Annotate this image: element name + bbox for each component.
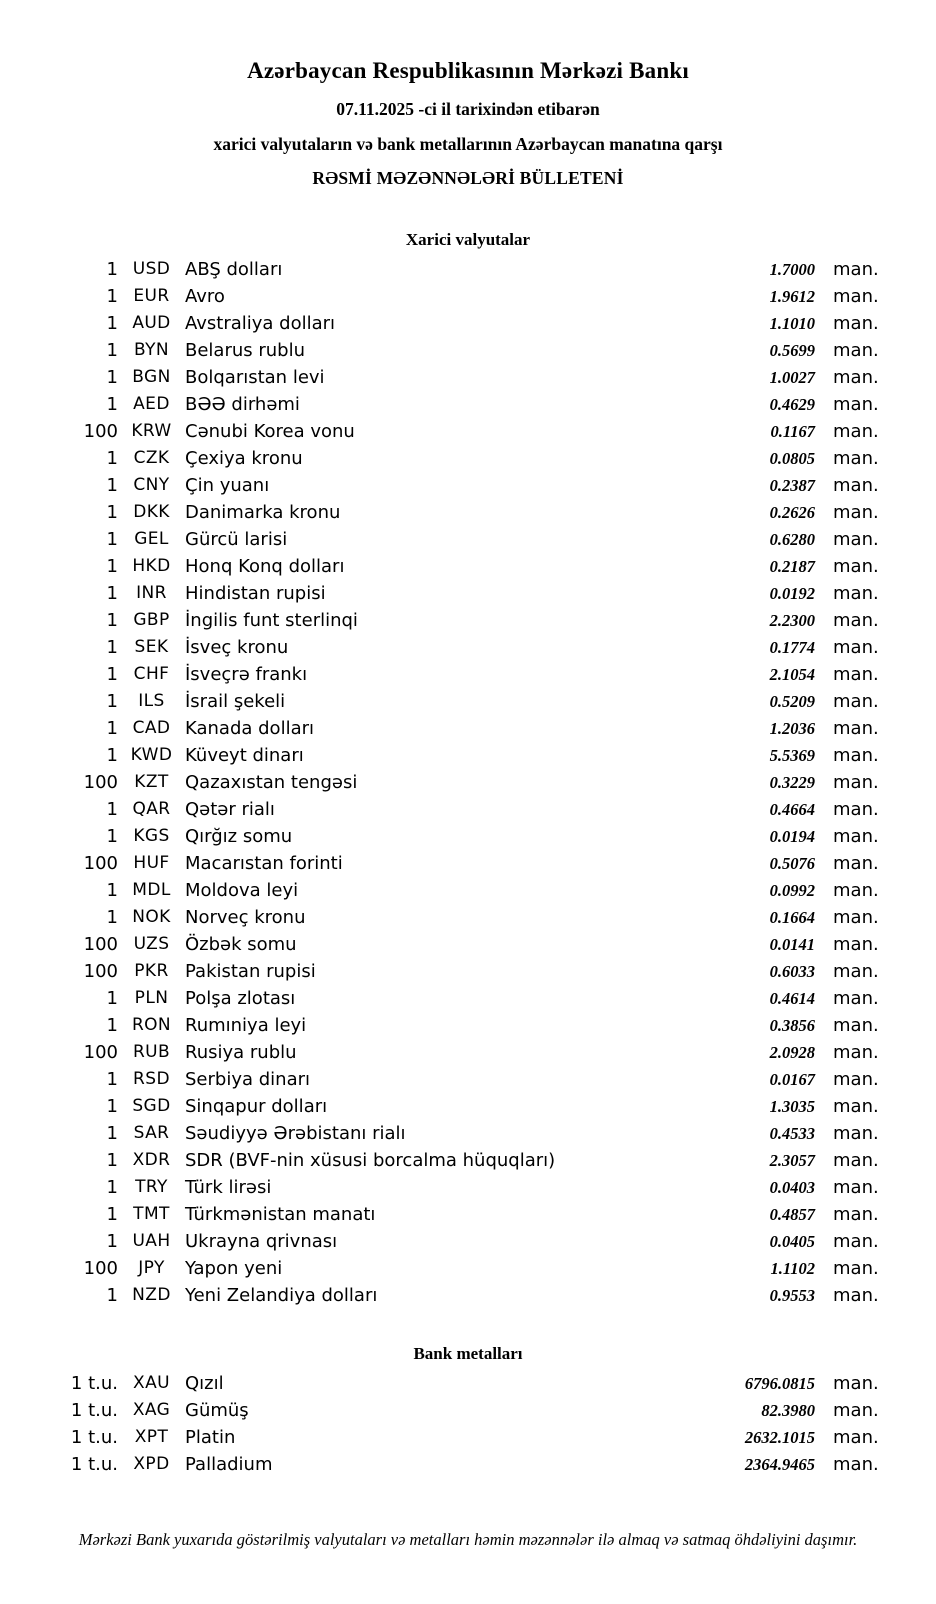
unit-label: man.	[833, 1400, 879, 1421]
currency-code: USD	[132, 259, 171, 279]
unit-label: man.	[833, 718, 879, 739]
currency-code: PKR	[134, 961, 169, 981]
quantity-value: 1	[106, 1285, 118, 1306]
unit-label: man.	[833, 880, 879, 901]
quantity-value: 1	[106, 691, 118, 712]
quantity-value: 1	[106, 394, 118, 415]
quantity-value: 1	[106, 610, 118, 631]
currency-code: AUD	[132, 313, 171, 333]
unit-label: man.	[833, 826, 879, 847]
currency-name: Gümüş	[185, 1400, 249, 1421]
quantity-value: 1	[106, 286, 118, 307]
bulletin-title: RƏSMİ MƏZƏNNƏLƏRİ BÜLLETENİ	[312, 168, 624, 188]
currency-code: PLN	[134, 988, 169, 1008]
foreign-currencies-section	[0, 229, 936, 1309]
rate-row	[0, 1039, 936, 1066]
unit-label: man.	[833, 772, 879, 793]
rate-row	[0, 472, 936, 499]
unit-label: man.	[833, 1069, 879, 1090]
currencies-heading: Xarici valyutalar	[405, 230, 531, 249]
unit-label: man.	[833, 421, 879, 442]
unit-label: man.	[833, 799, 879, 820]
quantity-value: 100	[83, 421, 118, 442]
currency-code: CZK	[133, 448, 170, 468]
quantity-value: 1 t.u.	[70, 1400, 118, 1421]
rate-row	[0, 1451, 936, 1478]
rate-value: 1.1010	[769, 314, 815, 333]
rate-value: 0.0167	[769, 1070, 815, 1089]
currency-name: İsveçrə frankı	[185, 664, 308, 685]
rate-value: 0.0992	[769, 881, 815, 900]
currency-code: HUF	[133, 853, 170, 873]
unit-label: man.	[833, 637, 879, 658]
currency-name: Qızıl	[185, 1373, 224, 1394]
rate-value: 2.2300	[769, 611, 815, 630]
unit-label: man.	[833, 1150, 879, 1171]
quantity-value: 1	[106, 367, 118, 388]
metal-rate-list	[0, 1370, 936, 1478]
currency-code: UAH	[132, 1231, 171, 1251]
currency-code: CAD	[132, 718, 171, 738]
rate-row	[0, 769, 936, 796]
quantity-value: 1 t.u.	[70, 1427, 118, 1448]
currency-name: Cənubi Korea vonu	[185, 421, 355, 442]
unit-label: man.	[833, 934, 879, 955]
currency-code: XAG	[132, 1400, 171, 1420]
currency-name: Honq Konq dolları	[185, 556, 345, 577]
unit-label: man.	[833, 691, 879, 712]
rate-value: 2364.9465	[744, 1455, 815, 1474]
rate-row	[0, 850, 936, 877]
quantity-value: 1	[106, 907, 118, 928]
currency-code: BGN	[132, 367, 171, 387]
rate-row	[0, 661, 936, 688]
rate-value: 0.1774	[769, 638, 815, 657]
currency-code: KGS	[133, 826, 170, 846]
rate-row	[0, 1282, 936, 1309]
rate-value: 0.4664	[769, 800, 815, 819]
quantity-value: 1	[106, 988, 118, 1009]
currency-code: DKK	[133, 502, 170, 522]
rate-value: 0.1167	[770, 422, 815, 441]
currency-name: Bolqarıstan levi	[185, 367, 325, 388]
quantity-value: 1	[106, 259, 118, 280]
currency-code: EUR	[133, 286, 170, 306]
currency-name: Pakistan rupisi	[185, 961, 316, 982]
rate-row	[0, 1370, 936, 1397]
rate-row	[0, 283, 936, 310]
quantity-value: 1	[106, 637, 118, 658]
currency-name: Hindistan rupisi	[185, 583, 326, 604]
rate-value: 0.2187	[769, 557, 815, 576]
rate-value: 0.0141	[769, 935, 815, 954]
currency-rate-list	[0, 256, 936, 1309]
rate-row	[0, 1424, 936, 1451]
rate-row	[0, 1255, 936, 1282]
rate-row	[0, 688, 936, 715]
quantity-value: 100	[83, 853, 118, 874]
currency-code: BYN	[133, 340, 170, 360]
unit-label: man.	[833, 1285, 879, 1306]
rate-row	[0, 1147, 936, 1174]
currency-name: Çin yuanı	[185, 475, 270, 496]
rate-value: 2.1054	[769, 665, 815, 684]
currency-name: Polşa zlotası	[185, 988, 296, 1009]
currency-name: BƏƏ dirhəmi	[185, 394, 300, 415]
quantity-value: 1	[106, 448, 118, 469]
unit-label: man.	[833, 1454, 879, 1475]
unit-label: man.	[833, 1231, 879, 1252]
rate-row	[0, 985, 936, 1012]
rate-value: 0.6033	[769, 962, 815, 981]
currency-name: İsrail şekeli	[185, 691, 286, 712]
rate-value: 0.2387	[769, 476, 815, 495]
currency-name: Danimarka kronu	[185, 502, 341, 523]
rate-row	[0, 337, 936, 364]
currency-name: Türkmənistan manatı	[185, 1204, 376, 1225]
currency-name: Kanada dolları	[185, 718, 315, 739]
rate-row	[0, 1093, 936, 1120]
rate-row	[0, 796, 936, 823]
rate-value: 0.2626	[769, 503, 815, 522]
currency-name: Gürcü larisi	[185, 529, 288, 550]
unit-label: man.	[833, 529, 879, 550]
rate-value: 2632.1015	[744, 1428, 815, 1447]
currency-code: SEK	[134, 637, 169, 657]
currency-name: Avro	[185, 286, 225, 307]
currency-name: İsveç kronu	[185, 637, 289, 658]
quantity-value: 1	[106, 1069, 118, 1090]
currency-name: Çexiya kronu	[185, 448, 303, 469]
unit-label: man.	[833, 907, 879, 928]
rate-value: 5.5369	[769, 746, 815, 765]
quantity-value: 1	[106, 826, 118, 847]
unit-label: man.	[833, 961, 879, 982]
currency-name: Avstraliya dolları	[185, 313, 336, 334]
rate-row	[0, 1201, 936, 1228]
subject-line: xarici valyutaların və bank metallarının Azərbaycan manatına qarşı	[213, 134, 723, 154]
quantity-value: 1	[106, 502, 118, 523]
quantity-value: 1	[106, 745, 118, 766]
unit-label: man.	[833, 394, 879, 415]
unit-label: man.	[833, 1123, 879, 1144]
currency-code: CNY	[133, 475, 170, 495]
quantity-value: 1	[106, 1123, 118, 1144]
quantity-value: 1	[106, 340, 118, 361]
rate-value: 0.9553	[769, 1286, 815, 1305]
currency-name: Qətər rialı	[185, 799, 275, 820]
currency-name: Yeni Zelandiya dolları	[185, 1285, 378, 1306]
unit-label: man.	[833, 1015, 879, 1036]
rate-row	[0, 742, 936, 769]
rate-value: 0.0405	[769, 1232, 815, 1251]
rate-row	[0, 526, 936, 553]
rate-value: 82.3980	[761, 1401, 815, 1420]
unit-label: man.	[833, 502, 879, 523]
currency-code: XPD	[133, 1454, 170, 1474]
rate-row	[0, 391, 936, 418]
unit-label: man.	[833, 475, 879, 496]
quantity-value: 1	[106, 529, 118, 550]
rate-row	[0, 1174, 936, 1201]
quantity-value: 1	[106, 583, 118, 604]
unit-label: man.	[833, 1096, 879, 1117]
currency-code: RON	[131, 1015, 172, 1035]
unit-label: man.	[833, 1427, 879, 1448]
unit-label: man.	[833, 1258, 879, 1279]
rate-row	[0, 1066, 936, 1093]
currency-name: ABŞ dolları	[185, 259, 283, 280]
rate-value: 0.0805	[769, 449, 815, 468]
rate-row	[0, 445, 936, 472]
currency-name: Moldova leyi	[185, 880, 299, 901]
currency-code: GBP	[133, 610, 170, 630]
currency-code: ILS	[138, 691, 165, 711]
currency-name: Qırğız somu	[185, 826, 293, 847]
effective-date-line: 07.11.2025 -ci il tarixindən etibarən	[336, 99, 600, 119]
unit-label: man.	[833, 1177, 879, 1198]
rate-value: 0.6280	[769, 530, 815, 549]
rate-value: 0.4533	[769, 1124, 815, 1143]
currency-code: JPY	[138, 1258, 165, 1278]
rate-value: 2.0928	[769, 1043, 815, 1062]
rate-value: 0.0192	[769, 584, 815, 603]
rate-value: 0.5209	[769, 692, 815, 711]
currency-code: NZD	[132, 1285, 171, 1305]
unit-label: man.	[833, 448, 879, 469]
rate-value: 0.5699	[769, 341, 815, 360]
currency-name: Qazaxıstan tengəsi	[185, 772, 358, 793]
currency-code: KRW	[131, 421, 172, 441]
rate-row	[0, 580, 936, 607]
currency-name: Küveyt dinarı	[185, 745, 304, 766]
rate-row	[0, 958, 936, 985]
unit-label: man.	[833, 1042, 879, 1063]
currency-code: RSD	[133, 1069, 170, 1089]
quantity-value: 1	[106, 1231, 118, 1252]
quantity-value: 1	[106, 1150, 118, 1171]
currency-name: Macarıstan forinti	[185, 853, 343, 874]
currency-code: UZS	[133, 934, 170, 954]
rate-row	[0, 310, 936, 337]
rate-value: 1.3035	[769, 1097, 815, 1116]
currency-code: HKD	[132, 556, 171, 576]
rate-value: 0.4629	[769, 395, 815, 414]
rate-row	[0, 256, 936, 283]
currency-name: Türk lirəsi	[185, 1177, 272, 1198]
unit-label: man.	[833, 853, 879, 874]
currency-name: Belarus rublu	[185, 340, 306, 361]
unit-label: man.	[833, 610, 879, 631]
rate-value: 0.4614	[769, 989, 815, 1008]
currency-code: INR	[136, 583, 167, 603]
currency-name: SDR (BVF-nin xüsusi borcalma hüquqları)	[185, 1150, 556, 1171]
rate-value: 0.1664	[769, 908, 815, 927]
metals-heading: Bank metalları	[413, 1344, 523, 1363]
quantity-value: 1	[106, 664, 118, 685]
currency-name: Sinqapur dolları	[185, 1096, 328, 1117]
unit-label: man.	[833, 556, 879, 577]
rate-row	[0, 634, 936, 661]
quantity-value: 1 t.u.	[70, 1454, 118, 1475]
currency-name: Ukrayna qrivnası	[185, 1231, 338, 1252]
rate-row	[0, 931, 936, 958]
quantity-value: 1	[106, 556, 118, 577]
unit-label: man.	[833, 664, 879, 685]
currency-code: NOK	[132, 907, 171, 927]
unit-label: man.	[833, 259, 879, 280]
currency-code: GEL	[134, 529, 169, 549]
currency-name: Platin	[185, 1427, 236, 1448]
currency-code: SAR	[133, 1123, 170, 1143]
unit-label: man.	[833, 1204, 879, 1225]
quantity-value: 100	[83, 961, 118, 982]
rate-value: 0.5076	[769, 854, 815, 873]
currency-code: MDL	[132, 880, 171, 900]
currency-code: RUB	[132, 1042, 171, 1062]
currency-code: QAR	[132, 799, 171, 819]
rate-value: 0.4857	[769, 1205, 815, 1224]
quantity-value: 1	[106, 1096, 118, 1117]
quantity-value: 1	[106, 475, 118, 496]
currency-code: CHF	[133, 664, 170, 684]
rate-row	[0, 553, 936, 580]
unit-label: man.	[833, 313, 879, 334]
quantity-value: 1	[106, 799, 118, 820]
currency-code: SGD	[132, 1096, 171, 1116]
quantity-value: 1 t.u.	[70, 1373, 118, 1394]
quantity-value: 1	[106, 1204, 118, 1225]
rate-row	[0, 823, 936, 850]
currency-name: Serbiya dinarı	[185, 1069, 310, 1090]
currency-name: Palladium	[185, 1454, 273, 1475]
currency-code: XPT	[134, 1427, 169, 1447]
currency-name: Yapon yeni	[185, 1258, 283, 1279]
quantity-value: 100	[83, 772, 118, 793]
quantity-value: 1	[106, 718, 118, 739]
rate-row	[0, 364, 936, 391]
quantity-value: 1	[106, 1015, 118, 1036]
rate-value: 1.2036	[769, 719, 815, 738]
currency-code: XAU	[133, 1373, 170, 1393]
quantity-value: 100	[83, 934, 118, 955]
disclaimer-text: Mərkəzi Bank yuxarıda göstərilmiş valyutaları və metalları həmin məzənnələr ilə almaq və satmaq öhdəliyini daşımır.	[78, 1530, 858, 1549]
bank-metals-section	[0, 1343, 936, 1478]
unit-label: man.	[833, 367, 879, 388]
currency-name: İngilis funt sterlinqi	[185, 610, 358, 631]
rate-row	[0, 607, 936, 634]
rate-row	[0, 1228, 936, 1255]
rate-value: 0.3229	[769, 773, 815, 792]
unit-label: man.	[833, 583, 879, 604]
currency-name: Rumıniya leyi	[185, 1015, 307, 1036]
rate-value: 0.0194	[769, 827, 815, 846]
currency-code: XDR	[132, 1150, 171, 1170]
quantity-value: 1	[106, 880, 118, 901]
currency-code: KWD	[130, 745, 173, 765]
rate-row	[0, 418, 936, 445]
rate-row	[0, 715, 936, 742]
document-header	[0, 0, 936, 189]
quantity-value: 100	[83, 1258, 118, 1279]
rate-value: 1.0027	[769, 368, 815, 387]
rate-value: 1.7000	[769, 260, 815, 279]
quantity-value: 100	[83, 1042, 118, 1063]
rate-row	[0, 904, 936, 931]
unit-label: man.	[833, 340, 879, 361]
rate-row	[0, 1012, 936, 1039]
currency-code: TRY	[135, 1177, 168, 1197]
unit-label: man.	[833, 1373, 879, 1394]
page-title: Azərbaycan Respublikasının Mərkəzi Bankı	[247, 58, 689, 83]
quantity-value: 1	[106, 1177, 118, 1198]
rate-value: 0.3856	[769, 1016, 815, 1035]
unit-label: man.	[833, 988, 879, 1009]
rate-row	[0, 1120, 936, 1147]
rate-value: 6796.0815	[744, 1374, 815, 1393]
currency-code: AED	[133, 394, 170, 414]
unit-label: man.	[833, 745, 879, 766]
currency-name: Səudiyyə Ərəbistanı rialı	[185, 1123, 406, 1144]
currency-code: KZT	[134, 772, 169, 792]
rate-row	[0, 1397, 936, 1424]
currency-name: Özbək somu	[185, 934, 297, 955]
rate-value: 2.3057	[769, 1151, 815, 1170]
rate-value: 1.9612	[769, 287, 815, 306]
rate-row	[0, 877, 936, 904]
currency-code: TMT	[133, 1204, 170, 1224]
currency-name: Norveç kronu	[185, 907, 306, 928]
rate-value: 0.0403	[769, 1178, 815, 1197]
rate-value: 1.1102	[770, 1259, 815, 1278]
quantity-value: 1	[106, 313, 118, 334]
rate-row	[0, 499, 936, 526]
unit-label: man.	[833, 286, 879, 307]
currency-name: Rusiya rublu	[185, 1042, 297, 1063]
